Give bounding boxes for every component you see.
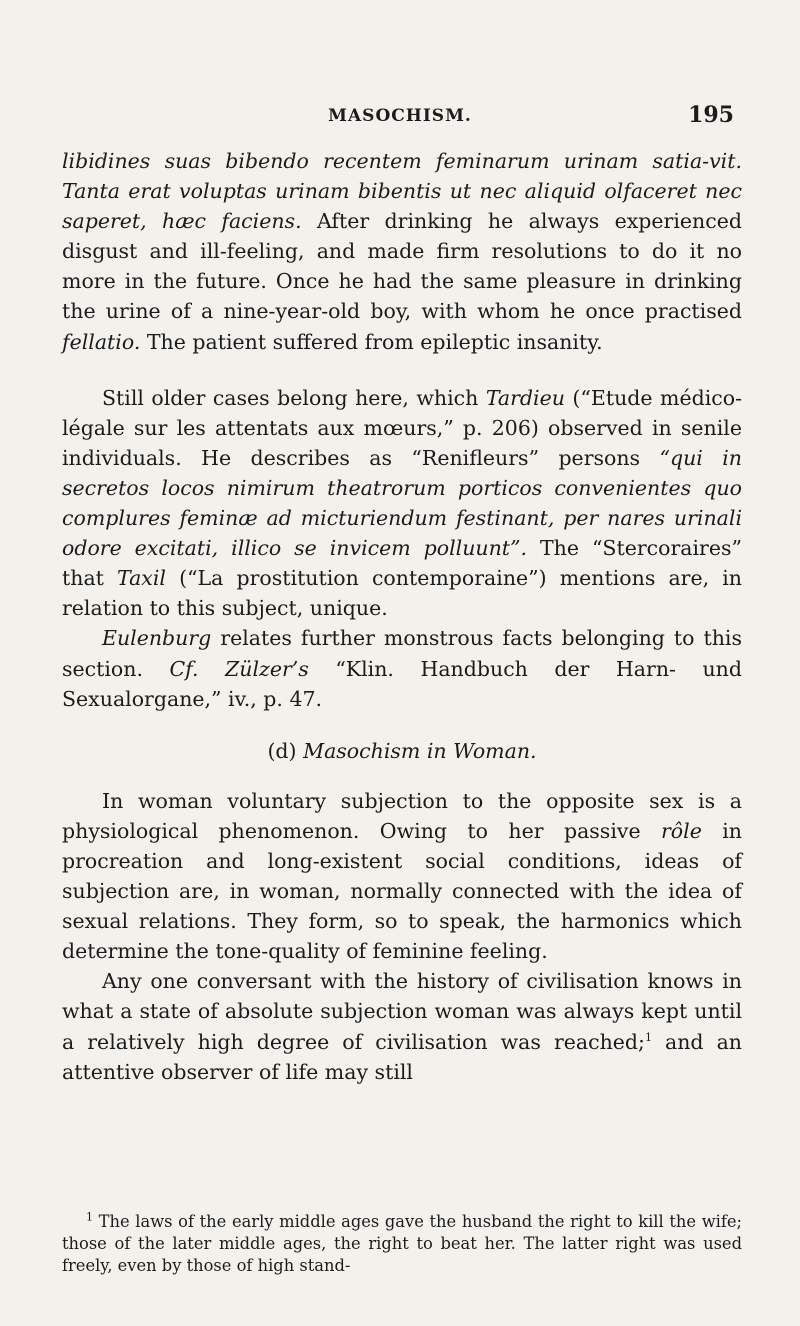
paragraph-tardieu xyxy=(62,383,742,624)
text-run: In woman voluntary subjection to the opposite sex is a physiological phenomenon. Owing to her passive xyxy=(62,788,742,843)
footnote-body: The laws of the early middle ages gave the husband the right to kill the wife; those of the later middle ages, the right to beat her. The latter right was used freely, even by those of high stand- xyxy=(62,1212,742,1275)
paragraph-civilisation xyxy=(62,966,742,1086)
body-text xyxy=(62,146,742,1087)
text-run: Still older cases belong here, which xyxy=(102,385,486,410)
footnote-mark: 1 xyxy=(86,1210,93,1224)
text-run: Any one conversant with the history of civilisation knows in what a state of absolute subjection woman was always kept until a relatively high degree of civilisation was reached; xyxy=(62,969,742,1054)
text-run: (“La prostitution contemporaine”) mentions are, in relation to this subject, unique. xyxy=(62,566,742,621)
author-name: Eulenburg xyxy=(102,626,212,651)
section-heading xyxy=(62,736,742,766)
text-run: After drinking he always experienced disgust and ill-feeling, and made firm resolutions to do it no more in the future. Once he had the same pleasure in drinking the urine of a nine-year-old boy, with whom he once practised xyxy=(62,209,742,324)
paragraph-woman-subjection xyxy=(62,786,742,967)
latin-quote: “qui in secretos locos nimirum theatrorum porticos convenientes quo complures feminæ ad micturiendum festinant, per nares urinali odore excitati, illico se invicem polluunt”. xyxy=(62,445,742,561)
footnote-text xyxy=(62,1211,742,1277)
paragraph-latin-continuation xyxy=(62,146,742,357)
page-header xyxy=(0,102,800,136)
footnote-reference: 1 xyxy=(644,1030,652,1044)
citation-reference: Cf. Zülzer’s xyxy=(169,656,309,681)
text-run: The patient suffered from epileptic insanity. xyxy=(140,329,603,354)
author-name: Taxil xyxy=(117,566,166,591)
author-name: Tardieu xyxy=(485,385,565,410)
text-run: and an attentive observer of life may still xyxy=(62,1029,742,1084)
page-number: 195 xyxy=(688,102,734,128)
running-head: MASOCHISM. xyxy=(328,106,472,126)
italic-term: rôle xyxy=(661,818,702,843)
text-run: in procreation and long-existent social conditions, ideas of subjection are, in woman, normally connected with the idea of sexual relations. They form, so to speak, the harmonics which determine the tone-quality of feminine feeling. xyxy=(62,818,743,964)
section-title: Masochism in Woman. xyxy=(303,738,537,763)
section-label: (d) xyxy=(267,738,304,763)
latin-passage: libidines suas bibendo recentem feminarum urinam satia-vit. Tanta erat voluptas urinam bibentis ut nec aliquid olfaceret nec saperet, hæc faciens. xyxy=(62,149,742,234)
text-run: The “Stercoraires” that xyxy=(62,536,742,591)
text-run: “Klin. Handbuch der Harn- und Sexualorgane,” iv., p. 47. xyxy=(62,656,742,711)
paragraph-eulenburg xyxy=(62,623,742,713)
text-run: (“Etude médico-légale sur les attentats aux mœurs,” p. 206) observed in senile individuals. He describes as “Renifleurs” persons xyxy=(62,385,742,470)
italic-term: fellatio. xyxy=(62,329,141,354)
text-run: relates further monstrous facts belonging to this section. xyxy=(62,626,742,681)
footnote xyxy=(62,1211,742,1277)
